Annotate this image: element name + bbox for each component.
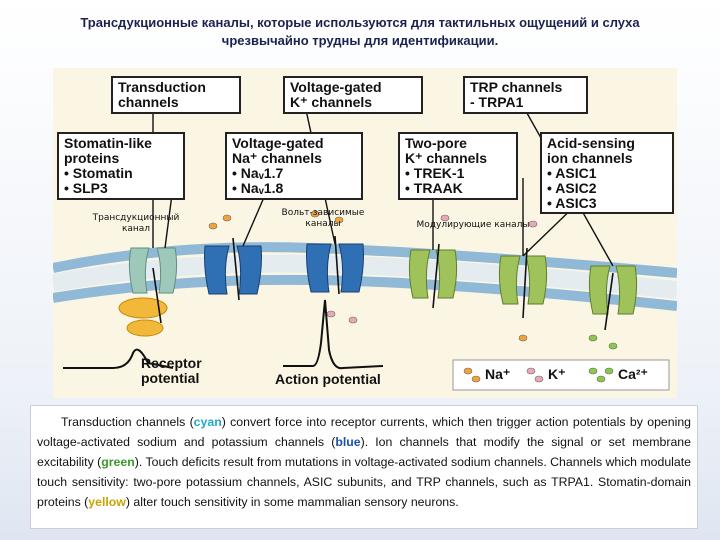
box-stomatin-like bbox=[57, 132, 185, 200]
slide-title bbox=[40, 14, 680, 50]
label: Voltage-gated bbox=[290, 79, 382, 95]
label-line: каналы bbox=[305, 219, 341, 229]
caption-green: green bbox=[101, 455, 135, 469]
label-line: Трансдукционный bbox=[92, 213, 180, 223]
label: Na⁺ channels bbox=[232, 150, 322, 166]
box-trp-channels bbox=[463, 76, 588, 114]
legend-k-label: K⁺ bbox=[548, 366, 566, 382]
label-line: potential bbox=[141, 370, 200, 386]
caption-part: ). Touch deficits result from mutations in voltage-activated sodium channels. Channels which modulate touch sensitivity: two-pore potassium channels, ASIC subunits, and TRP channels, such as TRPA1. Stomatin-domain proteins ( bbox=[37, 455, 691, 509]
item: • Naᵥ1.8 bbox=[232, 180, 284, 196]
caption-text bbox=[30, 405, 698, 529]
caption-part: ). Ion channels that modify the signal or set membrane excitability ( bbox=[37, 435, 691, 469]
item: - TRPA1 bbox=[470, 94, 524, 110]
item: • ASIC2 bbox=[547, 180, 597, 196]
stomatin-protein-2 bbox=[127, 320, 163, 336]
box-acid-sensing bbox=[540, 132, 674, 214]
caption-part: Transduction channels ( bbox=[61, 415, 194, 429]
label: Stomatin-like bbox=[64, 135, 152, 151]
label: K⁺ channels bbox=[290, 94, 373, 110]
ion-channel-figure bbox=[53, 68, 677, 398]
action-potential-label: Action potential bbox=[275, 371, 381, 387]
label: TRP channels bbox=[470, 79, 563, 95]
item: • Stomatin bbox=[64, 165, 133, 181]
label: K⁺ channels bbox=[405, 150, 488, 166]
label: Transduction bbox=[118, 79, 206, 95]
caption-part: ) convert force into receptor currents, which then trigger action potentials by opening voltage-activated sodium and potassium channels ( bbox=[37, 415, 691, 449]
label: Acid-sensing bbox=[547, 135, 635, 151]
label: ion channels bbox=[547, 150, 633, 166]
label: channels bbox=[118, 94, 179, 110]
label-modulating-ru: Модулирующие каналы bbox=[416, 220, 530, 230]
caption-part: ) alter touch sensitivity in some mammalian sensory neurons. bbox=[125, 495, 459, 509]
caption-blue: blue bbox=[335, 435, 361, 449]
legend-na-label: Na⁺ bbox=[485, 366, 511, 382]
label: proteins bbox=[64, 150, 120, 166]
item: • Naᵥ1.7 bbox=[232, 165, 284, 181]
item: • SLP3 bbox=[64, 180, 108, 196]
title-line-1: Трансдукционные каналы, которые используются для тактильных ощущений и слуха bbox=[80, 15, 640, 30]
item: • ASIC1 bbox=[547, 165, 597, 181]
item: • ASIC3 bbox=[547, 195, 597, 211]
title-line-2: чрезвычайно трудны для идентификации. bbox=[221, 33, 499, 48]
label-line: Receptor bbox=[141, 355, 202, 371]
label: Two-pore bbox=[405, 135, 467, 151]
item: • TRAAK bbox=[405, 180, 463, 196]
caption-yellow: yellow bbox=[88, 495, 126, 509]
label-transduction-ru bbox=[81, 213, 191, 235]
receptor-potential-label bbox=[141, 356, 202, 386]
box-voltage-gated-na bbox=[225, 132, 363, 200]
caption-cyan: cyan bbox=[193, 415, 222, 429]
label: Voltage-gated bbox=[232, 135, 324, 151]
item: • TREK-1 bbox=[405, 165, 465, 181]
label-line: Вольт-зависимые bbox=[281, 208, 365, 218]
box-voltage-gated-k bbox=[283, 76, 423, 114]
legend-ca-label: Ca²⁺ bbox=[618, 366, 648, 382]
box-two-pore-k bbox=[398, 132, 518, 200]
label-line: канал bbox=[121, 224, 151, 234]
label-voltage-ru bbox=[273, 208, 373, 230]
box-transduction-channels bbox=[111, 76, 241, 114]
action-potential-trace bbox=[283, 300, 383, 368]
